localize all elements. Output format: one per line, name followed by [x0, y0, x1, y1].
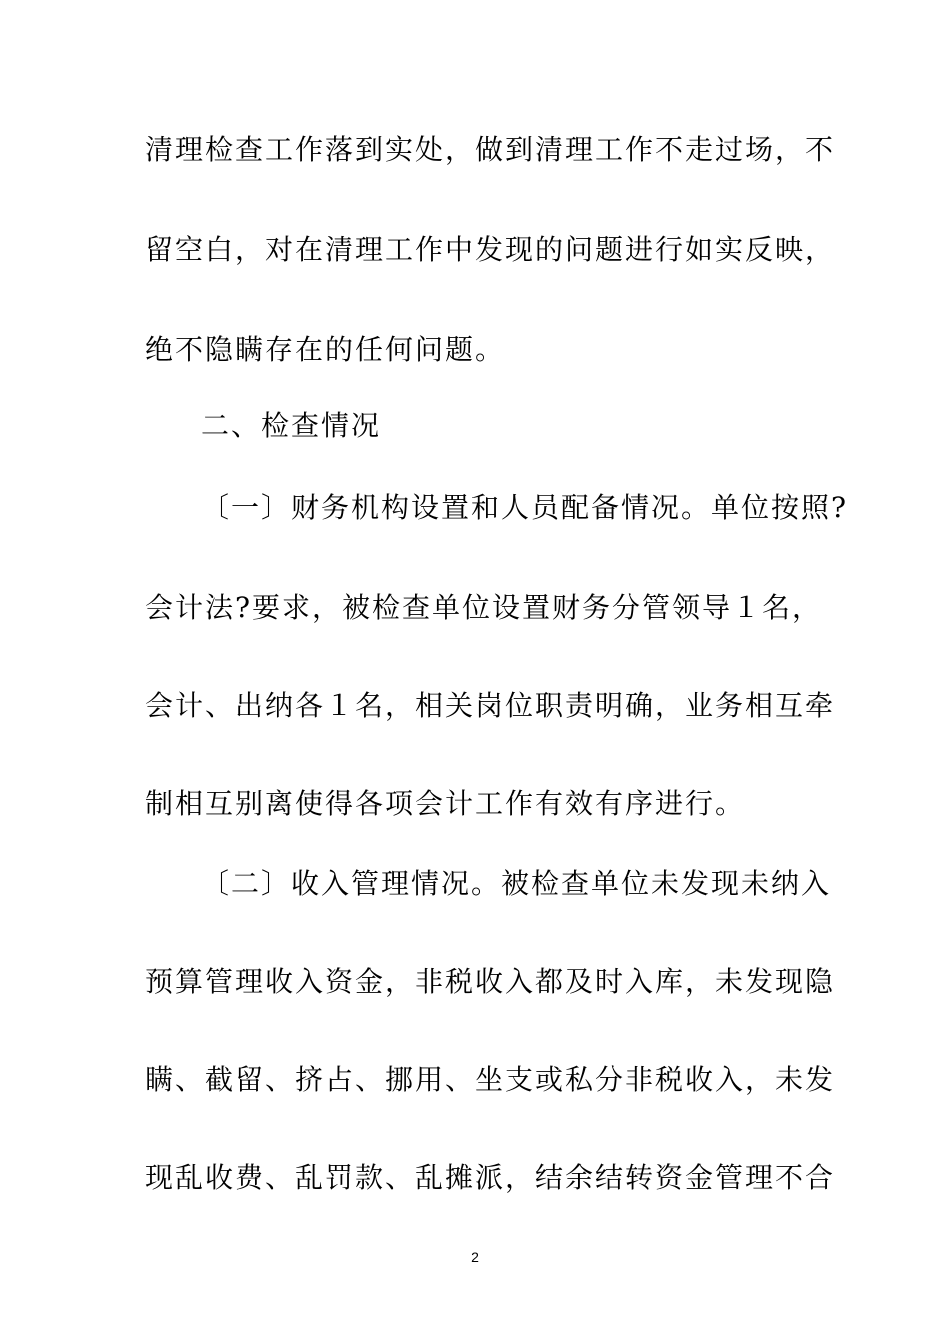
body-text-line: 留空白，对在清理工作中发现的问题进行如实反映， — [145, 233, 836, 266]
body-text-line: 会计法?要求，被检查单位设置财务分管领导１名， — [145, 591, 823, 624]
body-text-line: 现乱收费、乱罚款、乱摊派，结余结转资金管理不合 — [145, 1161, 836, 1194]
page-number: 2 — [471, 1249, 479, 1265]
body-text-line: 瞒、截留、挤占、挪用、坐支或私分非税收入，未发 — [145, 1063, 836, 1096]
body-text-line: 制相互别离使得各项会计工作有效有序进行。 — [145, 787, 746, 820]
section-heading: 二、检查情况 — [201, 409, 382, 442]
body-text-line: 清理检查工作落到实处，做到清理工作不走过场，不 — [145, 133, 836, 166]
body-text-line: 绝不隐瞒存在的任何问题。 — [145, 333, 506, 366]
body-text-line: 〔一〕财务机构设置和人员配备情况。单位按照? — [201, 491, 849, 524]
body-text-line: 会计、出纳各１名，相关岗位职责明确，业务相互牵 — [145, 689, 836, 722]
body-text-line: 预算管理收入资金，非税收入都及时入库，未发现隐 — [145, 965, 836, 998]
body-text-line: 〔二〕收入管理情况。被检查单位未发现未纳入 — [201, 867, 832, 900]
